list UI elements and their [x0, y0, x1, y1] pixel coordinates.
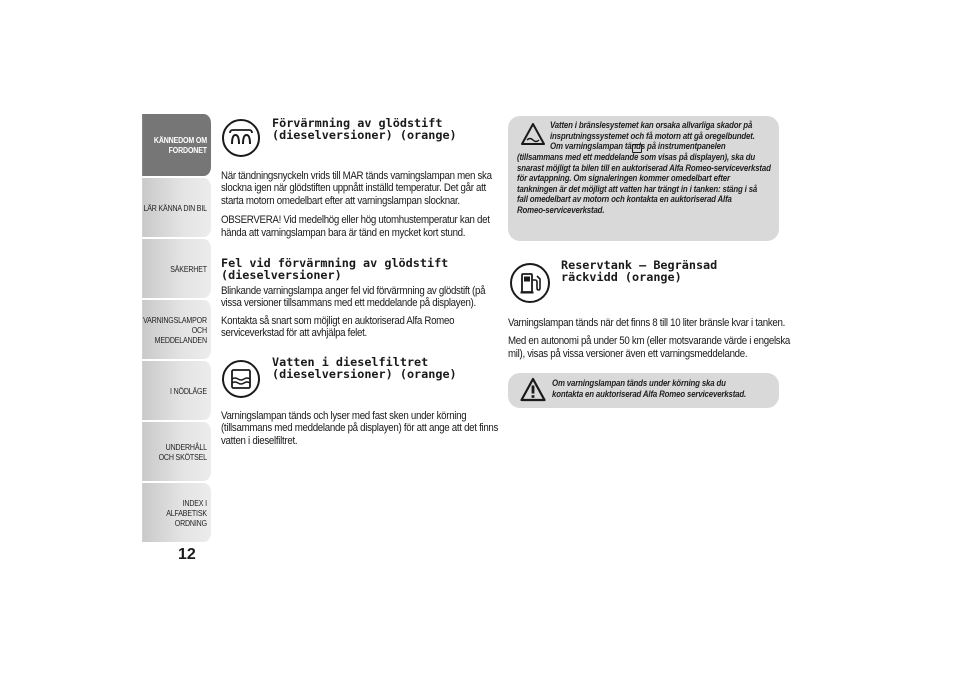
glow-plug-icon	[222, 119, 260, 157]
title-line: Reservtank – Begränsad	[561, 258, 718, 272]
title-line: (dieselversioner) (orange)	[272, 128, 457, 142]
warning-text-bottom	[517, 153, 778, 217]
warning-line: kontakta en auktoriserad Alfa Romeo serviceverkstad.	[552, 388, 747, 400]
title-line: Förvärmning av glödstift	[272, 116, 443, 130]
title-line: Fel vid förvärmning av glödstift	[221, 256, 449, 270]
section-title-water-in-filter	[272, 356, 457, 380]
warning-line: Vatten i bränslesystemet kan orsaka allvarliga skador på	[550, 120, 753, 131]
warning-line: för avtappning. Om signaleringen kommer omedelbart efter	[517, 173, 730, 185]
tab-label: INDEX I ALFABETISK ORDNING	[166, 497, 207, 528]
title-line: (dieselversioner)	[221, 268, 342, 282]
tab-lar-kanna-din-bil[interactable]	[142, 178, 211, 237]
fuel-pump-icon	[510, 263, 550, 303]
tab-underhall-och-skotsel[interactable]	[142, 422, 211, 481]
title-line: räckvidd (orange)	[561, 270, 682, 284]
warning-line: insprutningssystemet och få motorn att gå oregelbundet.	[550, 130, 755, 142]
warning-triangle-icon	[520, 122, 546, 146]
section-title-reserve-tank	[561, 259, 717, 283]
paragraph: Kontakta så snart som möjligt en auktoriserad Alfa Romeo serviceverkstad för att avhjälpa felet.	[221, 314, 455, 340]
glow-plug-body	[221, 170, 544, 239]
warning-text	[552, 379, 798, 400]
warning-box-reserve-tank	[508, 373, 779, 408]
tab-kannedom-om-fordonet[interactable]	[142, 114, 211, 176]
warning-box-water-in-fuel	[508, 116, 779, 241]
warning-line: Om varningslampan tänds under körning ska du	[552, 378, 726, 389]
tab-label: SÄKERHET	[170, 263, 207, 274]
paragraph: OBSERVERA! Vid medelhög eller hög utomhustemperatur kan det hända att varningslampan bara är tänd en mycket kort stund.	[221, 214, 490, 239]
tab-index[interactable]	[142, 483, 211, 542]
section-title-glow-plug	[272, 117, 457, 141]
warning-line: (tillsammans med ett meddelande som visas på displayen), ska du	[517, 152, 756, 163]
warning-line: Romeo-serviceverkstad.	[517, 204, 605, 216]
water-in-filter-body	[221, 410, 544, 447]
water-in-fuel-icon	[222, 360, 260, 398]
tab-label: I NÖDLÄGE	[170, 385, 207, 396]
tab-label: UNDERHÅLL OCH SKÖTSEL	[158, 441, 207, 462]
paragraph: Med en autonomi på under 50 km (eller motsvarande värde i engelska mil), visas på vissa versioner även ett varningsmeddelande.	[508, 335, 791, 360]
section-title-glow-plug-fault	[221, 257, 448, 281]
warning-triangle-icon	[520, 377, 546, 403]
tab-varningslampor[interactable]	[142, 300, 211, 359]
tab-label: VARNINGSLAMPOR OCH MEDDELANDEN	[143, 314, 207, 345]
tab-label: KÄNNEDOM OM FORDONET	[153, 135, 207, 155]
paragraph: När tändningsnyckeln vrids till MAR tänds varningslampan men ska slockna igen när glödstiften uppnått inställd temperatur. Det går att starta motorn omedelbart efter att varningslampan slocknar.	[221, 170, 492, 207]
paragraph: Blinkande varningslampa anger fel vid förvärmning av glödstift (på vissa versioner tillsammans med ett meddelande på displayen).	[221, 285, 486, 310]
paragraph: Varningslampan tänds och lyser med fast sken under körning (tillsammans med meddelande på displayen) för att ange att det finns vatten i dieselfiltret.	[221, 410, 499, 447]
tab-sakerhet[interactable]	[142, 239, 211, 298]
glow-plug-fault-body	[221, 285, 544, 340]
warning-line: fall omedelbart av motorn och kontakta en auktoriserad Alfa	[517, 194, 732, 206]
title-line: Vatten i dieselfiltret	[272, 355, 429, 369]
warning-line: Om varningslampan tänds på instrumentpanelen	[550, 141, 726, 153]
paragraph: Varningslampan tänds när det finns 8 till 10 liter bränsle kvar i tanken.	[508, 317, 786, 329]
tab-label: LÄR KÄNNA DIN BIL	[143, 202, 207, 213]
reserve-tank-body	[508, 317, 838, 360]
title-line: (dieselversioner) (orange)	[272, 367, 457, 381]
tab-i-nodlage[interactable]	[142, 361, 211, 420]
page-number: 12	[178, 546, 196, 563]
warning-text-top	[550, 121, 780, 153]
warning-line: tankningen är det möjligt att vatten har trängt in i tanken: stäng i så	[517, 183, 758, 195]
warning-line: snarast möjligt ta bilen till en auktoriserad Alfa Romeo-serviceverkstad	[517, 162, 771, 174]
